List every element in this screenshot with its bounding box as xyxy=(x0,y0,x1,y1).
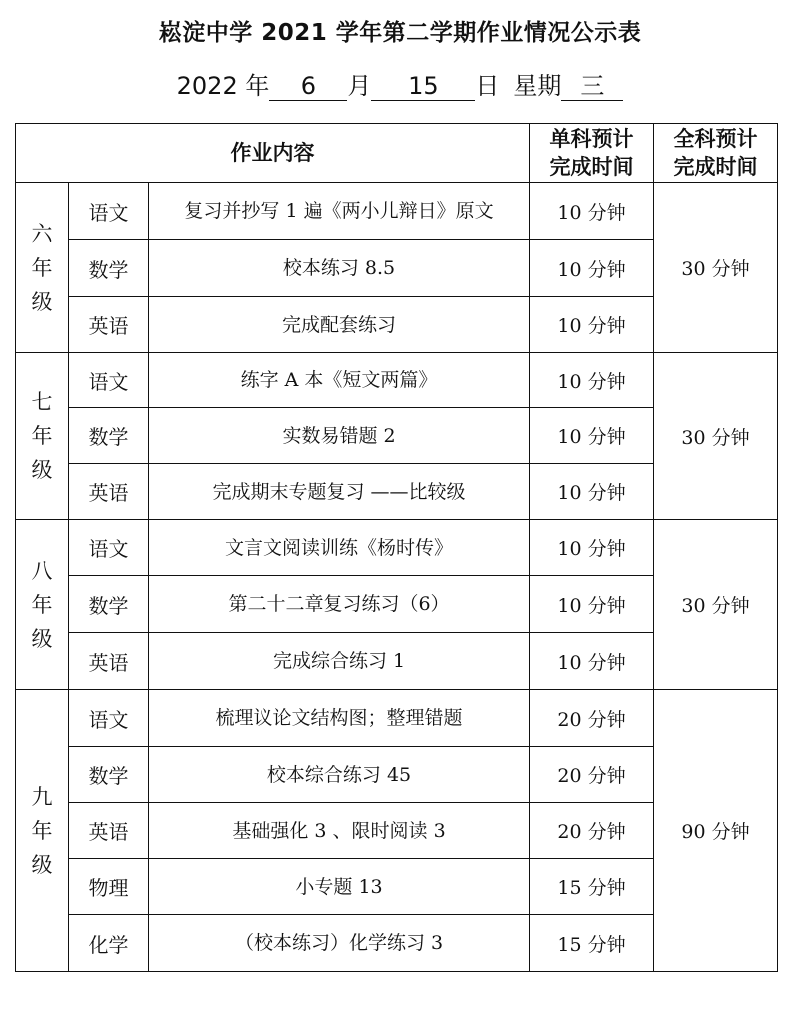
content-cell: （校本练习）化学练习 3 xyxy=(149,915,530,972)
grade-char: 六 xyxy=(31,221,53,246)
grade-char: 年 xyxy=(31,818,53,843)
subject-cell: 语文 xyxy=(69,183,149,240)
grade-label xyxy=(16,520,69,690)
subject-cell: 数学 xyxy=(69,747,149,803)
header-single-time xyxy=(530,124,654,183)
grade-label xyxy=(16,183,69,353)
header-single-line1: 单科预计 xyxy=(549,127,634,151)
subject-cell: 语文 xyxy=(69,690,149,747)
date-day: 15 xyxy=(371,72,475,101)
grade-char: 级 xyxy=(31,626,53,651)
header-total-line2: 完成时间 xyxy=(673,155,758,179)
time-cell: 20 分钟 xyxy=(530,690,654,747)
homework-table xyxy=(15,123,778,972)
date-month: 6 xyxy=(269,72,347,101)
total-time-cell: 30 分钟 xyxy=(654,183,778,353)
content-cell: 完成配套练习 xyxy=(149,297,530,353)
time-cell: 15 分钟 xyxy=(530,859,654,915)
header-single-line2: 完成时间 xyxy=(549,155,634,179)
content-cell: 校本综合练习 45 xyxy=(149,747,530,803)
total-time-cell: 30 分钟 xyxy=(654,353,778,520)
grade-label xyxy=(16,353,69,520)
grade-char: 七 xyxy=(31,390,53,414)
table-row xyxy=(16,520,778,576)
subject-cell: 化学 xyxy=(69,915,149,972)
subject-cell: 英语 xyxy=(69,803,149,859)
total-time-cell: 30 分钟 xyxy=(654,520,778,690)
time-cell: 10 分钟 xyxy=(530,464,654,520)
time-cell: 10 分钟 xyxy=(530,297,654,353)
time-cell: 10 分钟 xyxy=(530,183,654,240)
content-cell: 小专题 13 xyxy=(149,859,530,915)
grade-label xyxy=(16,690,69,972)
content-cell: 练字 A 本《短文两篇》 xyxy=(149,353,530,408)
table-row xyxy=(16,353,778,408)
grade-char: 年 xyxy=(31,255,53,280)
time-cell: 10 分钟 xyxy=(530,576,654,633)
time-cell: 10 分钟 xyxy=(530,520,654,576)
subject-cell: 语文 xyxy=(69,520,149,576)
content-cell: 实数易错题 2 xyxy=(149,408,530,464)
subject-cell: 英语 xyxy=(69,297,149,353)
grade-char: 级 xyxy=(31,289,53,314)
date-month-label: 月 xyxy=(347,72,372,100)
content-cell: 第二十二章复习练习（6） xyxy=(149,576,530,633)
header-content: 作业内容 xyxy=(16,124,530,183)
page-title: 崧淀中学 2021 学年第二学期作业情况公示表 xyxy=(158,20,642,46)
content-cell: 梳理议论文结构图；整理错题 xyxy=(149,690,530,747)
grade-char: 年 xyxy=(31,592,53,617)
content-cell: 复习并抄写 1 遍《两小儿辩日》原文 xyxy=(149,183,530,240)
subject-cell: 数学 xyxy=(69,576,149,633)
date-day-label: 日 xyxy=(475,72,500,100)
table-row xyxy=(16,690,778,747)
date-year: 2022 年 xyxy=(176,72,270,100)
content-cell: 完成期末专题复习 ——比较级 xyxy=(149,464,530,520)
time-cell: 20 分钟 xyxy=(530,803,654,859)
content-cell: 基础强化 3 、限时阅读 3 xyxy=(149,803,530,859)
content-cell: 文言文阅读训练《杨时传》 xyxy=(149,520,530,576)
grade-char: 级 xyxy=(31,458,53,482)
content-cell: 完成综合练习 1 xyxy=(149,633,530,690)
subject-cell: 数学 xyxy=(69,408,149,464)
table-header-row xyxy=(16,124,778,183)
grade-char: 年 xyxy=(31,424,53,448)
subject-cell: 英语 xyxy=(69,633,149,690)
date-line xyxy=(0,72,800,101)
grade-char: 九 xyxy=(31,784,53,809)
subject-cell: 语文 xyxy=(69,353,149,408)
date-weekday: 三 xyxy=(561,72,623,101)
subject-cell: 数学 xyxy=(69,240,149,297)
time-cell: 10 分钟 xyxy=(530,633,654,690)
time-cell: 10 分钟 xyxy=(530,353,654,408)
header-total-time xyxy=(654,124,778,183)
time-cell: 10 分钟 xyxy=(530,240,654,297)
subject-cell: 英语 xyxy=(69,464,149,520)
time-cell: 10 分钟 xyxy=(530,408,654,464)
header-total-line1: 全科预计 xyxy=(673,127,758,151)
content-cell: 校本练习 8.5 xyxy=(149,240,530,297)
table-row xyxy=(16,183,778,240)
date-weekday-label: 星期 xyxy=(513,72,562,100)
time-cell: 15 分钟 xyxy=(530,915,654,972)
subject-cell: 物理 xyxy=(69,859,149,915)
grade-char: 八 xyxy=(31,558,53,583)
time-cell: 20 分钟 xyxy=(530,747,654,803)
total-time-cell: 90 分钟 xyxy=(654,690,778,972)
grade-char: 级 xyxy=(31,852,53,877)
